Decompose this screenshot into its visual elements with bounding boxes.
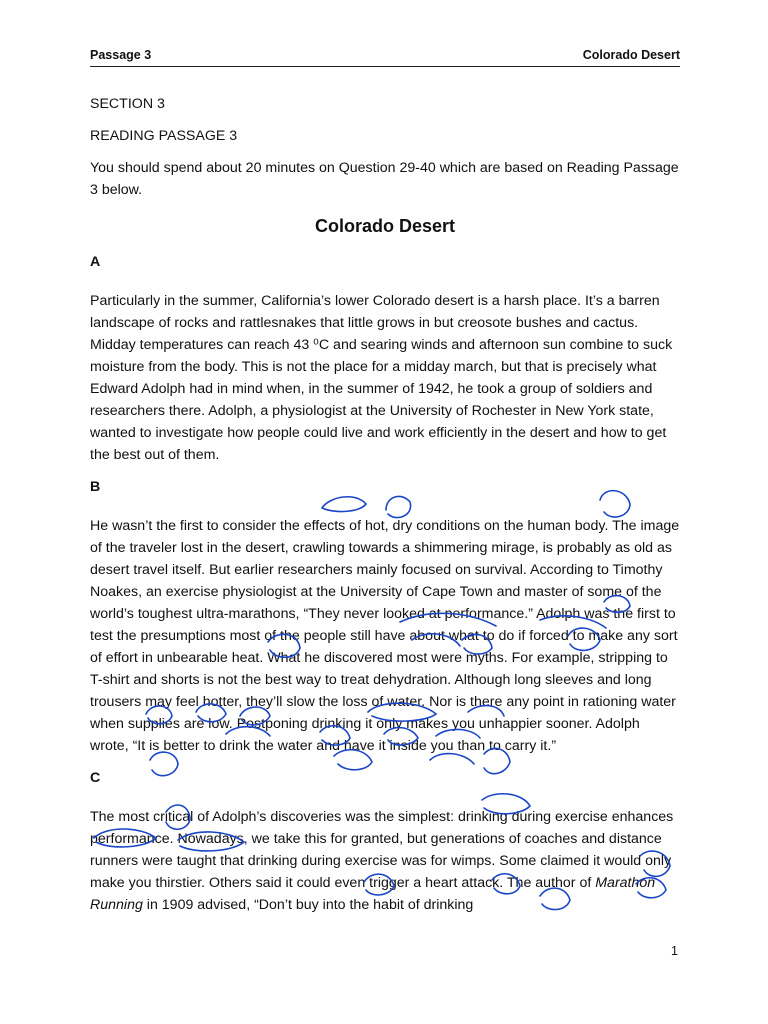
section-a-letter: A bbox=[90, 254, 101, 270]
section-b-paragraph: He wasn’t the first to consider the effects of hot, dry conditions on the human body. The image of the traveler lost in the desert, crawling towards a shimmering mirage, is probably as old as desert travel itself. But earlier researchers mainly focused on survival. According to Timothy Noakes, an exercise physiologist at the University of Cape Town and master of some of the world’s toughest ultra-marathons, “They never looked at performance.” Adolph was the first to test the presumptions most of the people still have about what to do if forced to make any sort of effort in unbearable heat. What he discovered most were myths. For example, stripping to T-shirt and shorts is not the best way to treat dehydration. Although long sleeves and long trousers may feel hotter, they’ll slow the loss of water. Nor is there any point in rationing water when supplies are low. Postponing drinking it only makes you unhappier sooner. Adolph wrote, “It is better to drink the water and have it inside you than to carry it.” bbox=[90, 518, 680, 754]
header-left: Passage 3 bbox=[90, 48, 152, 62]
section-label: SECTION 3 bbox=[90, 96, 165, 112]
passage-label: READING PASSAGE 3 bbox=[90, 128, 238, 144]
section-c-letter: C bbox=[90, 770, 101, 786]
book-title: Marathon Running bbox=[90, 875, 656, 913]
section-a-paragraph: Particularly in the summer, California’s lower Colorado desert is a harsh place. It’s a barren landscape of rocks and rattlesnakes that little grows in but creosote bushes and cactus. Midday temperatures can reach 43 ⁰C and searing winds and afternoon sun combine to suck moisture from the body. This is not the place for a midday march, but that is precisely what Edward Adolph had in mind when, in the summer of 1942, he took a group of soldiers and researchers there. Adolph, a physiologist at the University of Rochester in New York state, wanted to investigate how people could live and work efficiently in the desert and how to get the best out of them. bbox=[90, 293, 673, 463]
section-b-letter: B bbox=[90, 479, 101, 495]
page-header bbox=[90, 46, 680, 67]
section-c-paragraph bbox=[90, 806, 680, 916]
header-right: Colorado Desert bbox=[582, 48, 680, 62]
page-number: 1 bbox=[671, 944, 678, 958]
page-content bbox=[90, 93, 680, 926]
instruction-text: You should spend about 20 minutes on Question 29-40 which are based on Reading Passage 3 below. bbox=[90, 160, 679, 198]
passage-title: Colorado Desert bbox=[314, 216, 456, 236]
section-c-text-before: The most critical of Adolph’s discoveries was the simplest: drinking during exercise enhances performance. Nowadays, we take this for granted, but generations of coaches and distance runners were taught that drinking during exercise was for wimps. Some claimed it would only make you thirstier. Others said it could even trigger a heart attack. The author of bbox=[90, 809, 674, 891]
section-c-text-after: in 1909 advised, “Don’t buy into the habit of drinking bbox=[142, 897, 474, 913]
